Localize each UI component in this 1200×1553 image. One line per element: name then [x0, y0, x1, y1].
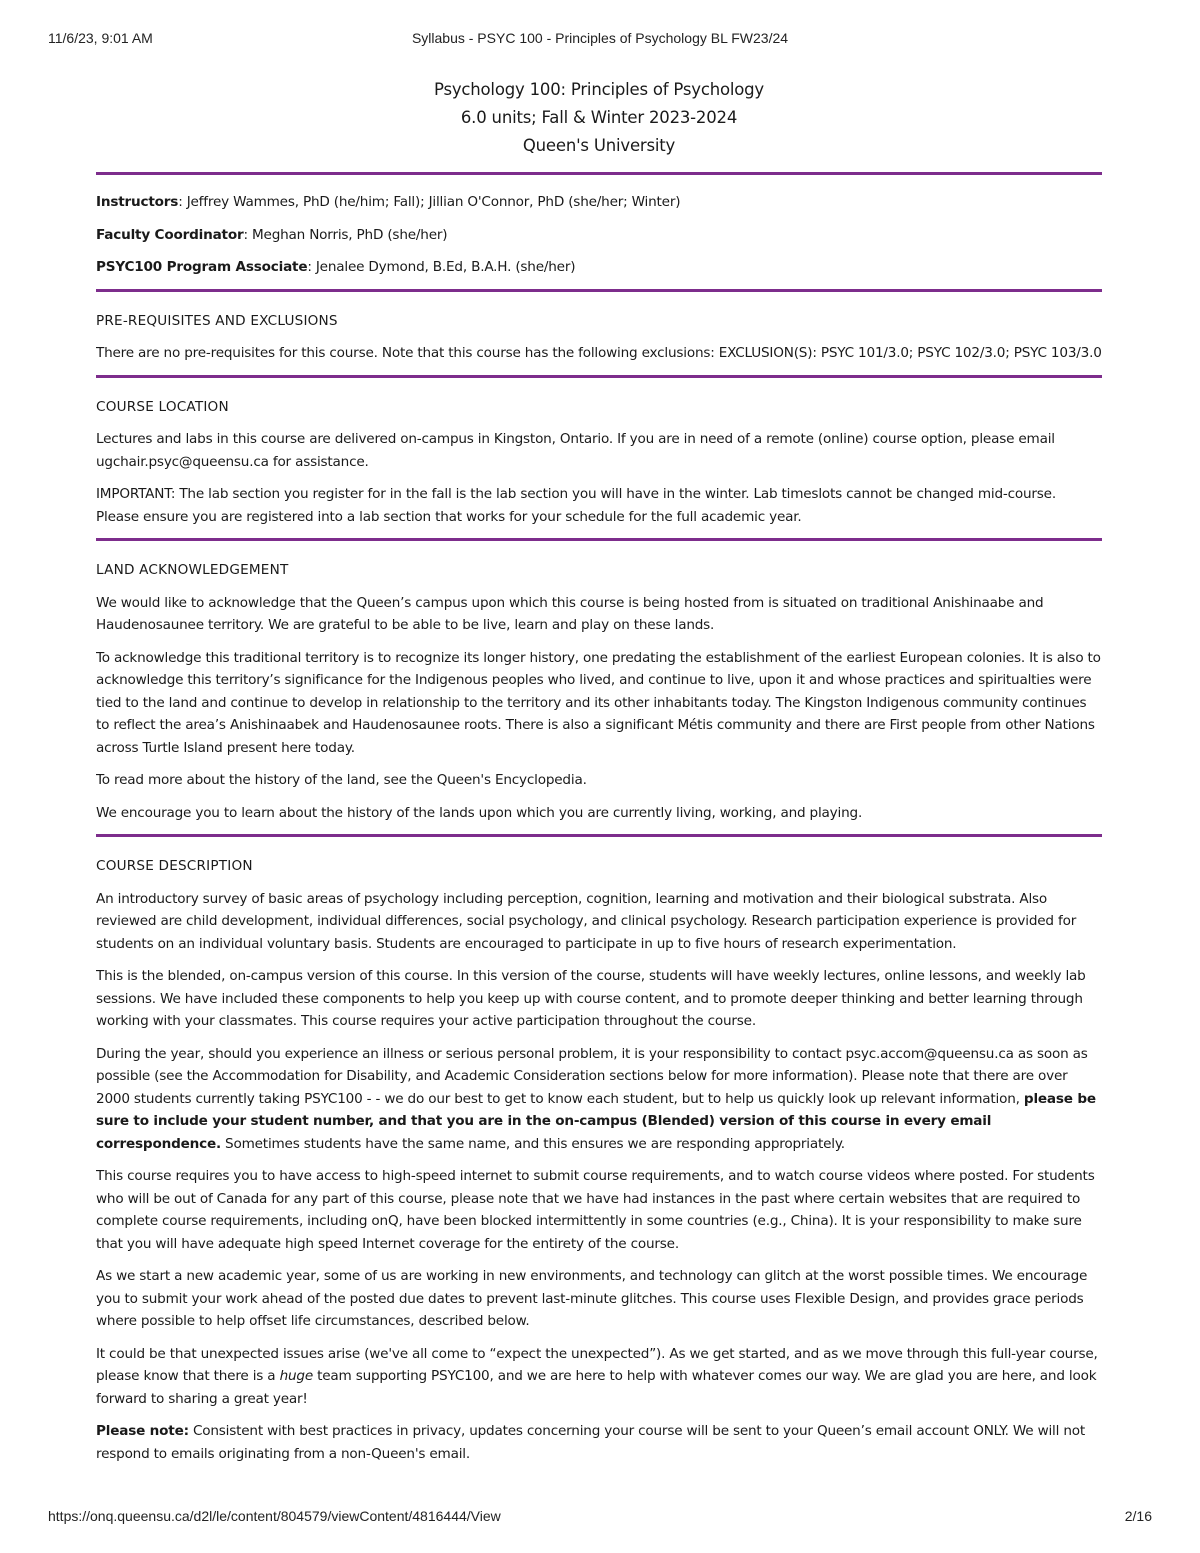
description-paragraph: This is the blended, on-campus version of this course. In this version of the course, students will have weekly lectures, online lessons, and weekly lab sessions. We have included these components to help you keep up with course content, and to promote deeper thinking and better learning through working with your classmates. This course requires your active participation throughout the course.: [96, 968, 1086, 1029]
section-heading: LAND ACKNOWLEDGEMENT: [96, 562, 289, 578]
text-run: Consistent with best practices in privacy, updates concerning your course will be sent to your Queen’s email account ONLY. We will not respond to emails originating from a non-Queen's email.: [96, 1423, 1085, 1462]
course-title: Psychology 100: Principles of Psychology: [433, 80, 764, 99]
section-divider: [96, 538, 1102, 541]
description-paragraph: This course requires you to have access to high-speed internet to submit course requirements, and to watch course videos where posted. For students who will be out of Canada for any part of this course, please note that we have had instances in the past where certain websites that are required to complete course requirements, including onQ, have been blocked intermittently in some countries (e.g., China). It is your responsibility to make sure that you will have adequate high speed Internet coverage for the entirety of the course.: [96, 1168, 1095, 1252]
associate-label: PSYC100 Program Associate: [96, 259, 308, 275]
section-divider: [96, 172, 1102, 175]
land-paragraph: We would like to acknowledge that the Queen’s campus upon which this course is being hosted from is situated on traditional Anishinaabe and Haudenosaunee territory. We are grateful to be able to be live, learn and play on these lands.: [96, 594, 1044, 633]
section-divider: [96, 375, 1102, 378]
instructors-label: Instructors: [96, 194, 179, 210]
text-run: team supporting PSYC100, and we are here to help with whatever comes our way. We are glad you are here, and look forward to sharing a great year!: [96, 1368, 1097, 1407]
location-paragraph: Lectures and labs in this course are delivered on-campus in Kingston, Ontario. If you are in need of a remote (online) course option, please email ugchair.psyc@queensu.ca for assistance.: [96, 431, 1055, 470]
description-section: [96, 855, 1102, 1465]
print-page-number: 2/16: [1124, 1508, 1152, 1524]
land-paragraph: We encourage you to learn about the history of the lands upon which you are currently living, working, and playing.: [96, 804, 863, 821]
coordinator-line: [96, 224, 1102, 247]
print-footer: [48, 1508, 1152, 1526]
university-name: Queen's University: [522, 136, 676, 155]
section-heading: PRE-REQUISITES AND EXCLUSIONS: [96, 312, 338, 329]
section-divider: [96, 834, 1102, 837]
bold-text-run: please be sure to include your student number, and that you are in the on-campus (Blended) version of this course in every email correspondence.: [96, 1090, 1096, 1152]
print-datetime: 11/6/23, 9:01 AM: [48, 30, 153, 46]
section-heading: COURSE DESCRIPTION: [96, 858, 253, 874]
print-url: https://onq.queensu.ca/d2l/le/content/804579/viewContent/4816444/View: [48, 1508, 501, 1524]
text-run: as soon as possible (see the Accommodation for Disability, and Academic Consideration sections below for more information). Please note that there are over 2000 students currently taking PSYC100 - - we do our best to get to know each student, but to help us quickly look up relevant information,: [96, 1045, 1088, 1107]
syllabus-content: [96, 76, 1102, 1498]
emphasis-text-run: huge: [279, 1368, 313, 1384]
coordinator-label: Faculty Coordinator: [96, 226, 244, 243]
accom-email-link[interactable]: psyc.accom@queensu.ca: [845, 1045, 1014, 1062]
please-note-label: Please note:: [96, 1423, 189, 1439]
description-paragraph: An introductory survey of basic areas of psychology including perception, cognition, learning and motivation and their biological substrata. Also reviewed are child development, individual differences, social psychology, and clinical psychology. Research participation experience is provided for students on an individual voluntary basis. Students are encouraged to participate in up to five hours of research experimentation.: [96, 890, 1077, 952]
associate-line: [96, 256, 1102, 279]
text-run: During the year, should you experience an illness or serious personal problem, it is your responsibility to contact: [96, 1045, 846, 1062]
instructors-line: [96, 191, 1102, 214]
associate-value: : Jenalee Dymond, B.Ed, B.A.H. (she/her): [307, 259, 576, 275]
print-page-title: Syllabus - PSYC 100 - Principles of Psychology BL FW23/24: [411, 30, 789, 46]
description-paragraph: As we start a new academic year, some of us are working in new environments, and technology can glitch at the worst possible times. We encourage you to submit your work ahead of the posted due dates to prevent last-minute glitches. This course uses Flexible Design, and provides grace periods where possible to help offset life circumstances, described below.: [96, 1268, 1088, 1329]
land-section: [96, 559, 1102, 824]
prereq-section: [96, 310, 1102, 365]
description-paragraph: [96, 1343, 1102, 1411]
description-paragraph: [96, 1043, 1102, 1156]
text-run: It could be that unexpected issues arise (we've all come to “expect the unexpected”). As we get started, and as we move through this full-year course, please know that there is a: [96, 1345, 1098, 1384]
land-paragraph: To acknowledge this traditional territory is to recognize its longer history, one predating the establishment of the earliest European colonies. It is also to acknowledge this territory’s significance for the Indigenous peoples who lived, and continue to live, upon it and whose practices and spiritualties were tied to the land and continue to develop in relationship to the territory and its other inhabitants today. The Kingston Indigenous community continues to reflect the area’s Anishinaabek and Haudenosaunee roots. There is also a significant Métis community and there are First people from other Nations across Turtle Island present here today.: [96, 649, 1101, 756]
text-run: Sometimes students have the same name, and this ensures we are responding appropriately.: [220, 1135, 845, 1152]
course-title-block: [96, 76, 1102, 160]
course-units-term: 6.0 units; Fall & Winter 2023-2024: [460, 108, 738, 127]
location-important-paragraph: IMPORTANT: The lab section you register for in the fall is the lab section you will have in the winter. Lab timeslots cannot be changed mid-course. Please ensure you are registered into a lab section that works for your schedule for the full academic year.: [96, 486, 1056, 525]
section-divider: [96, 289, 1102, 292]
location-section: [96, 396, 1102, 529]
staff-section: [96, 191, 1102, 279]
print-header: [48, 30, 1152, 48]
section-heading: COURSE LOCATION: [96, 398, 229, 415]
instructors-value: : Jeffrey Wammes, PhD (he/him; Fall); Jillian O'Connor, PhD (she/her; Winter): [178, 194, 681, 210]
description-paragraph: [96, 1420, 1102, 1465]
prereq-paragraph: There are no pre-requisites for this course. Note that this course has the following exclusions: EXCLUSION(S): PSYC 101/3.0; PSYC 102/3.0; PSYC 103/3.0: [96, 345, 1102, 361]
land-paragraph: To read more about the history of the land, see the Queen's Encyclopedia.: [96, 772, 587, 788]
coordinator-value: : Meghan Norris, PhD (she/her): [243, 226, 448, 243]
